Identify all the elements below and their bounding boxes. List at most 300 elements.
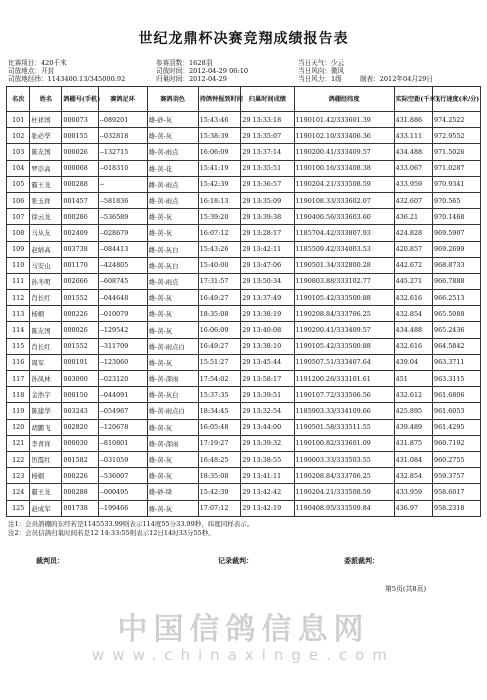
cell-speed: 961.6053 [433,403,481,419]
watermark-url: www.chinaxinge.com [92,646,395,664]
cell-clock-time: 18:35:08 [198,468,241,484]
cell-rank: 103 [7,144,30,160]
cell-distance: 433.067 [394,160,432,176]
cell-color: 雄-黄-雨点白 [147,403,198,419]
cell-color: 雄-黄-深雨 [147,435,198,451]
cell-color: 雄-黄-灰白 [147,387,198,403]
cell-name: 霸王龙 [30,176,62,192]
cell-ring: --199466 [98,500,147,516]
cell-color: 雄-黄-灰白 [147,257,198,273]
cell-clock-time: 17:54:02 [198,371,241,387]
weather: 当日天气：少云 [298,59,345,67]
cell-coord: 1190204.21/333508.59 [294,176,394,192]
cell-clock-time: 17:07:12 [198,500,241,516]
cell-return-time: 29 13:41:11 [241,468,294,484]
cell-coord: 1190003.33/333503.55 [294,451,394,467]
cell-distance: 432.612 [394,387,432,403]
cell-rank: 117 [7,371,30,387]
cell-rank: 102 [7,128,30,144]
cell-loft: 000068 [62,160,98,176]
cell-speed: 969.5907 [433,225,481,241]
cell-loft: 000073 [62,112,98,128]
cell-loft: 000026 [62,144,98,160]
footnote-1: 注1：会员鸽棚的东经若是1145533.99则表示114度55分33.99秒，纬度同样表示。 [8,520,254,528]
table-row [7,371,481,387]
table-row [7,176,481,192]
page-number: 第5页(共8页) [385,585,427,593]
cell-ring: --123060 [98,354,147,370]
table-row [7,257,481,273]
cell-color: 雄-黄-灰 [147,322,198,338]
cell-loft: 002409 [62,225,98,241]
table-row [7,500,481,516]
cell-rank: 106 [7,192,30,208]
cell-ring: --023120 [98,371,147,387]
cell-clock-time: 16:49:27 [198,290,241,306]
table-row [7,451,481,467]
cell-ring: --810801 [98,435,147,451]
cell-rank: 104 [7,160,30,176]
cell-speed: 970.565 [433,192,481,208]
cell-loft: 001738 [62,500,98,516]
cell-rank: 122 [7,451,30,467]
cell-coord: 1190108.33/333602.07 [294,192,394,208]
cell-return-time: 29 13:50:34 [241,273,294,289]
table-header-row [7,87,481,112]
cell-color: 雌-黄-雨点 [147,176,198,192]
return-time: 归巢时间：2012-04-29 [156,75,227,83]
cell-rank: 114 [7,322,30,338]
cell-coord: 1190507.51/333407.64 [294,354,394,370]
cell-speed: 974.2522 [433,112,481,128]
cell-return-time: 29 13:39:32 [241,435,294,451]
cell-speed: 958.2318 [433,500,481,516]
cell-rank: 105 [7,176,30,192]
cell-clock-time: 18:35:08 [198,306,241,322]
cell-distance: 439.489 [394,419,432,435]
cell-rank: 119 [7,403,30,419]
cell-ring: --536589 [98,209,147,225]
cell-loft: 001170 [62,257,98,273]
cell-rank: 109 [7,241,30,257]
cell-rank: 125 [7,500,30,516]
header-color: 赛鸽羽色 [147,87,198,112]
cell-color: 雄-黄-灰 [147,500,198,516]
cell-loft: 003738 [62,241,98,257]
cell-speed: 963.3711 [433,354,481,370]
cell-coord: 1190200.41/333409.57 [294,144,394,160]
cell-color: 雄-黄-灰 [147,468,198,484]
cell-loft: 002820 [62,419,98,435]
cell-return-time: 29 13:32:54 [241,403,294,419]
footnote-2: 注2：会员信鸽归巢时间若是12 14:33:55则表示12日14时33分55秒。 [8,529,215,537]
cell-name: 张玉祥 [30,192,62,208]
cell-name: 杨姻 [30,306,62,322]
cell-loft: 003000 [62,371,98,387]
cell-return-time: 29 13:35:51 [241,160,294,176]
cell-ring: --044648 [98,290,147,306]
table-row [7,484,481,500]
cell-rank: 112 [7,290,30,306]
cell-name: 孙冬明 [30,273,62,289]
cell-return-time: 29 13:58:17 [241,371,294,387]
cell-name: 马从友 [30,225,62,241]
cell-return-time: 29 13:38:19 [241,306,294,322]
cell-ring: --031059 [98,451,147,467]
cell-distance: 433.959 [394,176,432,192]
cell-clock-time: 15:51:27 [198,354,241,370]
cell-speed: 968.8733 [433,257,481,273]
cell-rank: 120 [7,419,30,435]
cell-return-time: 29 13:44:00 [241,419,294,435]
made-date: 制表：2012年04月29日 [359,75,433,83]
cell-loft: 001552 [62,338,98,354]
cell-loft: 000030 [62,435,98,451]
cell-return-time: 29 13:37:14 [241,144,294,160]
table-row [7,435,481,451]
watermark-cn: 中国信鸽信息网 [117,612,370,647]
cell-ring: --581836 [98,192,147,208]
cell-coord: 1185903.33/334109.66 [294,403,394,419]
table-row [7,209,481,225]
cell-color: 雄-黄-雨点 [147,273,198,289]
footnotes [8,520,253,538]
cell-loft: 000226 [62,306,98,322]
cell-ring: --000495 [98,484,147,500]
cell-return-time: 29 13:40:08 [241,322,294,338]
cell-ring: --129542 [98,322,147,338]
race-item: 比赛项目：420千米 [8,59,67,67]
cell-color: 雄-黄-雨点 [147,192,198,208]
cell-distance: 436.97 [394,500,432,516]
cell-distance: 431.084 [394,451,432,467]
cell-return-time: 29 13:47:06 [241,257,294,273]
cell-return-time: 29 13:35:07 [241,128,294,144]
cell-clock-time: 15:40:00 [198,257,241,273]
cell-ring: --424805 [98,257,147,273]
results-table [6,86,481,517]
table-row [7,306,481,322]
cell-coord: 1190400.56/333603.60 [294,209,394,225]
release-place: 司放地点：开封 [8,67,55,75]
table-row [7,322,481,338]
cell-rank: 113 [7,306,30,322]
table-row [7,112,481,128]
cell-coord: 1190200.41/333409.57 [294,322,394,338]
cell-coord: 1190204.21/333508.59 [294,484,394,500]
cell-rank: 110 [7,257,30,273]
cell-clock-time: 17:31:57 [198,273,241,289]
cell-name: 胡鹏飞 [30,419,62,435]
cell-speed: 961.4295 [433,419,481,435]
table-row [7,144,481,160]
cell-name: 肖长红 [30,338,62,354]
header-rank: 名次 [7,87,30,112]
header-loft: 鸽棚号(手机) [62,87,98,112]
cell-color: 雄-黄-花 [147,160,198,176]
cell-loft: 000288 [62,484,98,500]
cell-speed: 969.2699 [433,241,481,257]
cell-speed: 971.5026 [433,144,481,160]
cell-coord: 1190501.58/333511.55 [294,419,394,435]
cell-loft: 000288 [62,176,98,192]
cell-name: 孙凤林 [30,371,62,387]
cell-return-time: 29 13:39:51 [241,387,294,403]
cell-speed: 960.2755 [433,451,481,467]
cell-distance: 433.111 [394,128,432,144]
release-coord: 司放地经纬：1143400.13/345000.92 [8,75,126,83]
cell-name: 赵成军 [30,500,62,516]
cell-name: 陈友国 [30,144,62,160]
cell-coord: 1190100.16/333408.38 [294,160,394,176]
cell-clock-time: 16:18:13 [198,192,241,208]
referee-signature: 裁判员： [36,556,64,565]
cell-loft: 002666 [62,273,98,289]
cell-loft: 003243 [62,403,98,419]
cell-color: 雄-黄-雨点 [147,144,198,160]
cell-ring: --536007 [98,468,147,484]
info-right [298,59,433,83]
cell-name: 霸王龙 [30,484,62,500]
cell-return-time: 29 13:38:55 [241,451,294,467]
table-body [7,112,481,517]
cell-distance: 434.488 [394,144,432,160]
cell-clock-time: 15:43:46 [198,112,241,128]
table-row [7,403,481,419]
cell-clock-time: 15:42:39 [198,176,241,192]
wind-force-text: 当日风力：1级 [298,75,342,83]
info-left [8,59,125,83]
cell-loft: 000191 [62,354,98,370]
cell-ring: --084413 [98,241,147,257]
cell-color: 雄-砂-灰 [147,112,198,128]
cell-loft: 001457 [62,192,98,208]
cell-ring: --608745 [98,273,147,289]
cell-speed: 961.6806 [433,387,481,403]
cell-rank: 123 [7,468,30,484]
cell-ring: --311709 [98,338,147,354]
cell-speed: 959.3757 [433,468,481,484]
cell-coord: 1190105.42/333500.88 [294,338,394,354]
cell-distance: 439.04 [394,354,432,370]
cell-ring: --032818 [98,128,147,144]
cell-clock-time: 17:19:27 [198,435,241,451]
cell-color: 雄-黄-灰 [147,354,198,370]
table-row [7,354,481,370]
cell-distance: 434.488 [394,322,432,338]
cell-return-time: 29 13:42:19 [241,500,294,516]
cell-speed: 971.0287 [433,160,481,176]
cell-speed: 965.2436 [433,322,481,338]
header-distance: 实际空距(千米) [394,87,432,112]
cell-distance: 431.875 [394,435,432,451]
cell-return-time: 29 13:33:18 [241,112,294,128]
cell-coord: 1190208.84/333706.25 [294,468,394,484]
cell-clock-time: 16:05:48 [198,419,241,435]
cell-distance: 433.959 [394,484,432,500]
cell-ring: --010079 [98,306,147,322]
cell-color: 雄-黄-深雨 [147,371,198,387]
cell-rank: 121 [7,435,30,451]
cell-return-time: 29 13:35:09 [241,192,294,208]
cell-color: 雄-黄-灰 [147,225,198,241]
header-ring: 赛鸽足环 [98,87,147,112]
cell-coord: 1190408.95/333509.84 [294,500,394,516]
header-speed: 飞行速度(米/分) [433,87,481,112]
cell-distance: 425.895 [394,403,432,419]
cell-return-time: 29 13:36:57 [241,176,294,192]
cell-name: 肖长红 [30,290,62,306]
cell-name: 陈友国 [30,322,62,338]
cell-return-time: 29 13:28:17 [241,225,294,241]
cell-coord: 1185704.42/333807.93 [294,225,394,241]
table-row [7,192,481,208]
table-row [7,387,481,403]
cell-speed: 970.9341 [433,176,481,192]
cell-name: 陈建华 [30,403,62,419]
cell-rank: 124 [7,484,30,500]
cell-ring: --044091 [98,387,147,403]
cell-return-time: 29 13:42:11 [241,241,294,257]
cell-distance: 432.616 [394,290,432,306]
cell-return-time: 29 13:38:10 [241,338,294,354]
cell-color: 雄-黄-灰 [147,419,198,435]
cell-clock-time: 15:37:35 [198,387,241,403]
cell-name: 杜祥国 [30,112,62,128]
cell-distance: 432.854 [394,468,432,484]
cell-loft: 001582 [62,451,98,467]
cell-name: 赵婧高 [30,241,62,257]
cell-ring: --028679 [98,225,147,241]
table-row [7,338,481,354]
cell-loft: 000155 [62,128,98,144]
cell-name: 张必华 [30,128,62,144]
cell-name: 李青祥 [30,435,62,451]
cell-loft: 000286 [62,209,98,225]
cell-color: 雌-黄-灰白 [147,241,198,257]
cell-speed: 972.9552 [433,128,481,144]
cell-color: 雄-砂-绛 [147,484,198,500]
table-row [7,160,481,176]
cell-coord: 1190101.42/333601.39 [294,112,394,128]
release-time: 司放时间：2012-04-29 06:10 [156,67,249,75]
cell-clock-time: 15:38:39 [198,128,241,144]
cell-loft: 000150 [62,387,98,403]
cell-ring: --120678 [98,419,147,435]
cell-distance: 432.607 [394,192,432,208]
cell-name: 罗崇高 [30,160,62,176]
cell-name: 金浩宇 [30,387,62,403]
info-middle [156,59,248,83]
cell-clock-time: 15:41:19 [198,160,241,176]
cell-distance: 432.616 [394,338,432,354]
cell-speed: 964.5842 [433,338,481,354]
header-name: 姓名 [30,87,62,112]
table-row [7,290,481,306]
cell-rank: 107 [7,209,30,225]
cell-clock-time: 15:42:39 [198,484,241,500]
cell-distance: 432.854 [394,306,432,322]
cell-return-time: 29 13:42:42 [241,484,294,500]
cell-ring: --018310 [98,160,147,176]
cell-speed: 966.2513 [433,290,481,306]
cell-rank: 115 [7,338,30,354]
cell-distance: 424.828 [394,225,432,241]
cell-clock-time: 16:07:12 [198,225,241,241]
cell-coord: 1190105.42/333500.88 [294,290,394,306]
table-row [7,241,481,257]
wind-force [298,75,433,83]
cell-clock-time: 15:43:26 [198,241,241,257]
cell-rank: 101 [7,112,30,128]
cell-color: 雄-黄-灰 [147,128,198,144]
cell-rank: 116 [7,354,30,370]
cell-clock-time: 16:48:25 [198,451,241,467]
header-coord: 鸽棚经纬度 [294,87,394,112]
cell-coord: 1185509.42/334003.53 [294,241,394,257]
cell-loft: 001552 [62,290,98,306]
committee-signature: 委派裁判： [344,556,379,565]
cell-coord: 1190102.10/333406.36 [294,128,394,144]
table-row [7,468,481,484]
entries: 参赛羽数：1628羽 [156,59,213,67]
cell-name: 杨姻 [30,468,62,484]
cell-distance: 451 [394,371,432,387]
cell-name: 周军 [30,354,62,370]
cell-loft: 000026 [62,322,98,338]
cell-ring: -- [98,176,147,192]
cell-name: 马安山 [30,257,62,273]
table-row [7,128,481,144]
wind: 当日风向：微风 [298,67,345,75]
cell-ring: --054967 [98,403,147,419]
header-clock-time: 持鸽钟报到时间 [198,87,241,112]
report-title: 世纪龙鼎杯决赛竞翔成绩报告表 [138,31,349,47]
cell-distance: 431.886 [394,112,432,128]
cell-speed: 965.5088 [433,306,481,322]
cell-distance: 442.672 [394,257,432,273]
cell-rank: 118 [7,387,30,403]
cell-rank: 108 [7,225,30,241]
cell-coord: 1190100.82/333601.09 [294,435,394,451]
cell-speed: 963.3115 [433,371,481,387]
cell-color: 雄-黄-灰 [147,209,198,225]
cell-speed: 966.7888 [433,273,481,289]
cell-coord: 1190501.34/332800.28 [294,257,394,273]
cell-color: 雄-黄-雨点白 [147,338,198,354]
cell-return-time: 29 13:39:38 [241,209,294,225]
cell-color: 雄-黄-灰 [147,290,198,306]
cell-clock-time: 18:34:45 [198,403,241,419]
cell-ring: --089201 [98,112,147,128]
cell-clock-time: 16:06:09 [198,144,241,160]
cell-loft: 000226 [62,468,98,484]
cell-distance: 445.271 [394,273,432,289]
cell-speed: 958.6017 [433,484,481,500]
cell-distance: 420.857 [394,241,432,257]
cell-distance: 436.21 [394,209,432,225]
table-row [7,419,481,435]
cell-coord: 1190803.88/333102.77 [294,273,394,289]
cell-clock-time: 16:49:27 [198,338,241,354]
cell-clock-time: 16:06:09 [198,322,241,338]
table-row [7,225,481,241]
cell-ring: --132715 [98,144,147,160]
cell-name: 徐云龙 [30,209,62,225]
cell-coord: 1191200.26/333101.61 [294,371,394,387]
cell-name: 厉霞红 [30,451,62,467]
cell-color: 雄-黄-灰 [147,306,198,322]
